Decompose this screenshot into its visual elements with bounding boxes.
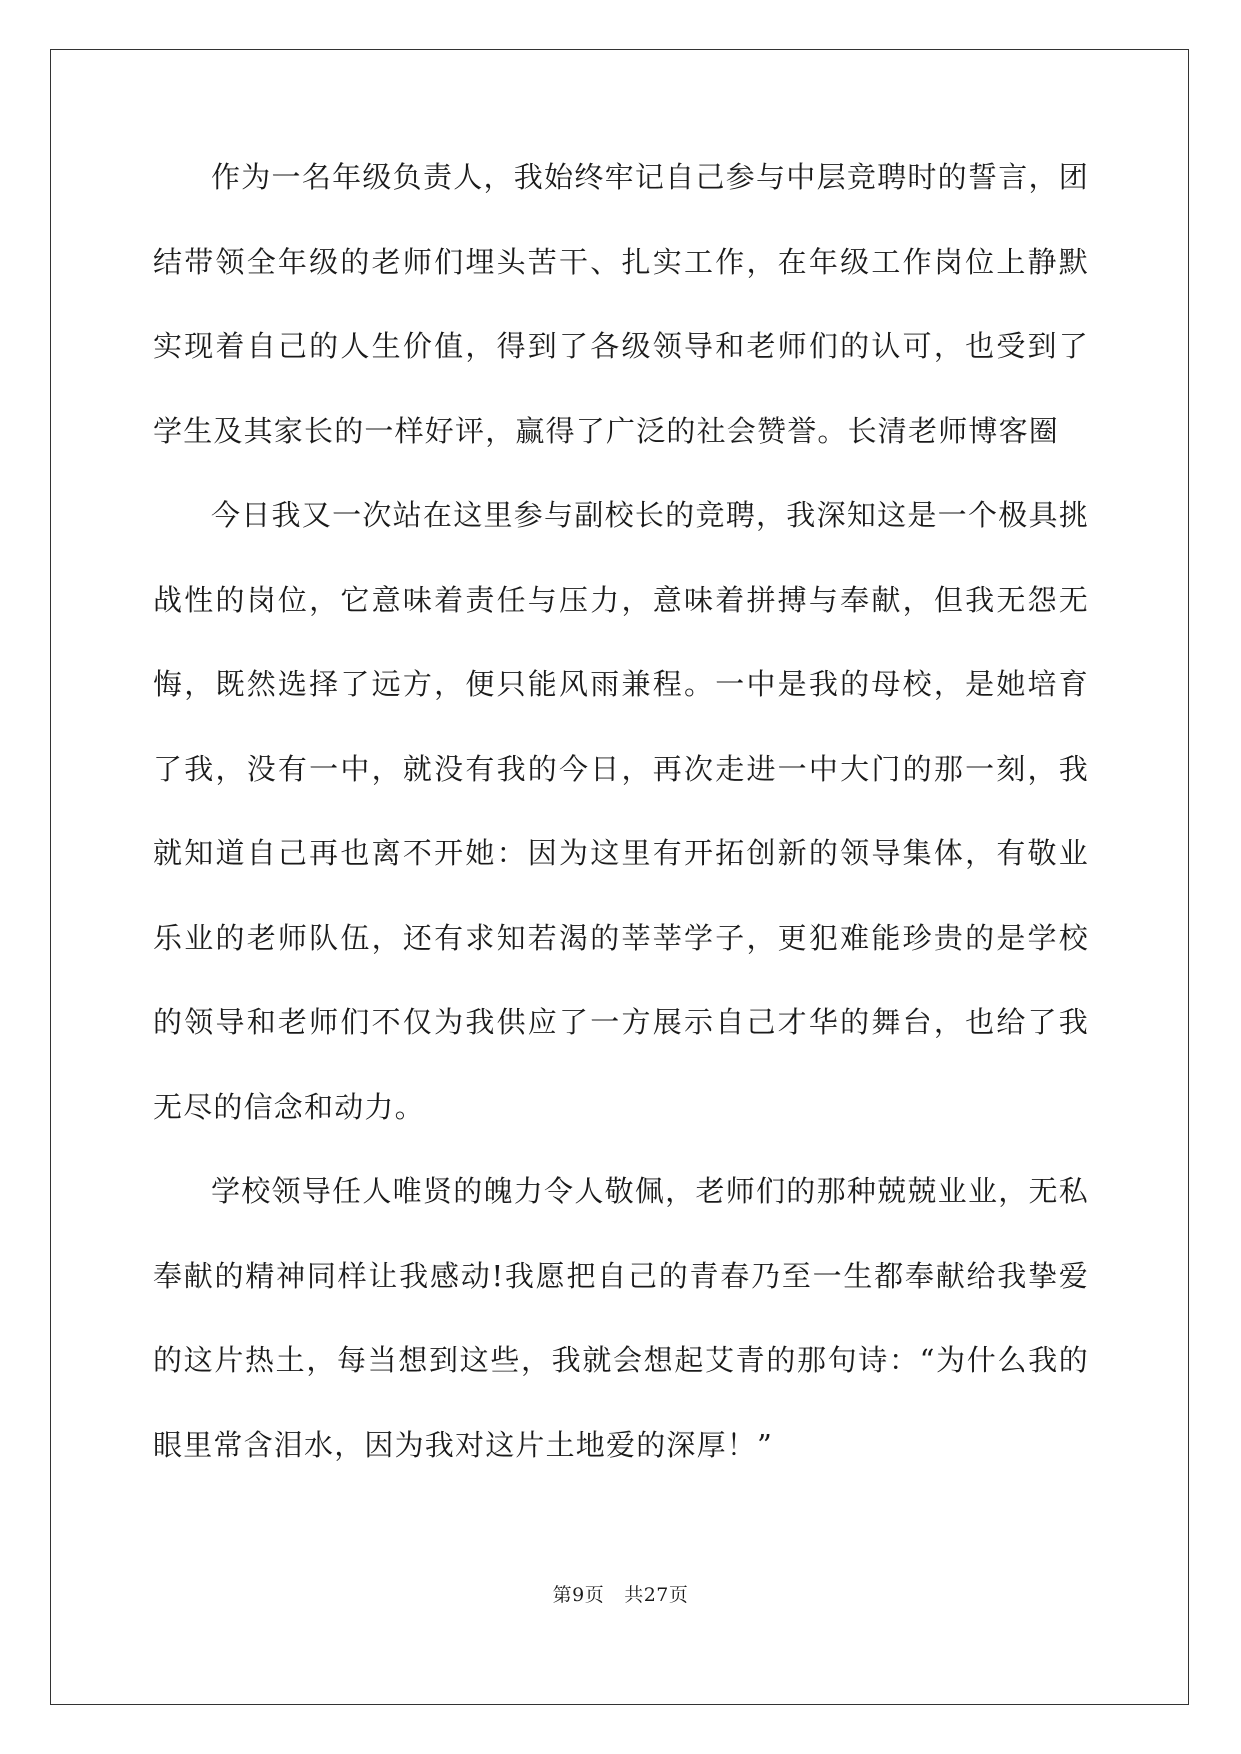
paragraph-1: 作为一名年级负责人，我始终牢记自己参与中层竞聘时的誓言，团结带领全年级的老师们埋头苦干、扎实工作，在年级工作岗位上静默实现着自己的人生价值，得到了各级领导和老师们的认可，也受到了学生及其家长的一样好评，赢得了广泛的社会赞誉。长清老师博客圈 [153, 160, 1089, 448]
page-number: 第9页 [552, 1584, 605, 1606]
document-body [153, 160, 1089, 1487]
page-footer [0, 1580, 1241, 1607]
paragraph-2: 今日我又一次站在这里参与副校长的竞聘，我深知这是一个极具挑战性的岗位，它意味着责任与压力，意味着拼搏与奉献，但我无怨无悔，既然选择了远方，便只能风雨兼程。一中是我的母校，是她培育了我，没有一中，就没有我的今日，再次走进一中大门的那一刻，我就知道自己再也离不开她：因为这里有开拓创新的领导集体，有敬业乐业的老师队伍，还有求知若渴的莘莘学子，更犯难能珍贵的是学校的领导和老师们不仅为我供应了一方展示自己才华的舞台，也给了我无尽的信念和动力。 [153, 498, 1089, 1124]
paragraph-3: 学校领导任人唯贤的魄力令人敬佩，老师们的那种兢兢业业，无私奉献的精神同样让我感动!我愿把自己的青春乃至一生都奉献给我挚爱的这片热土，每当想到这些，我就会想起艾青的那句诗：“为什么我的眼里常含泪水，因为我对这片土地爱的深厚！” [153, 1174, 1089, 1462]
page-total: 共27页 [624, 1584, 689, 1606]
